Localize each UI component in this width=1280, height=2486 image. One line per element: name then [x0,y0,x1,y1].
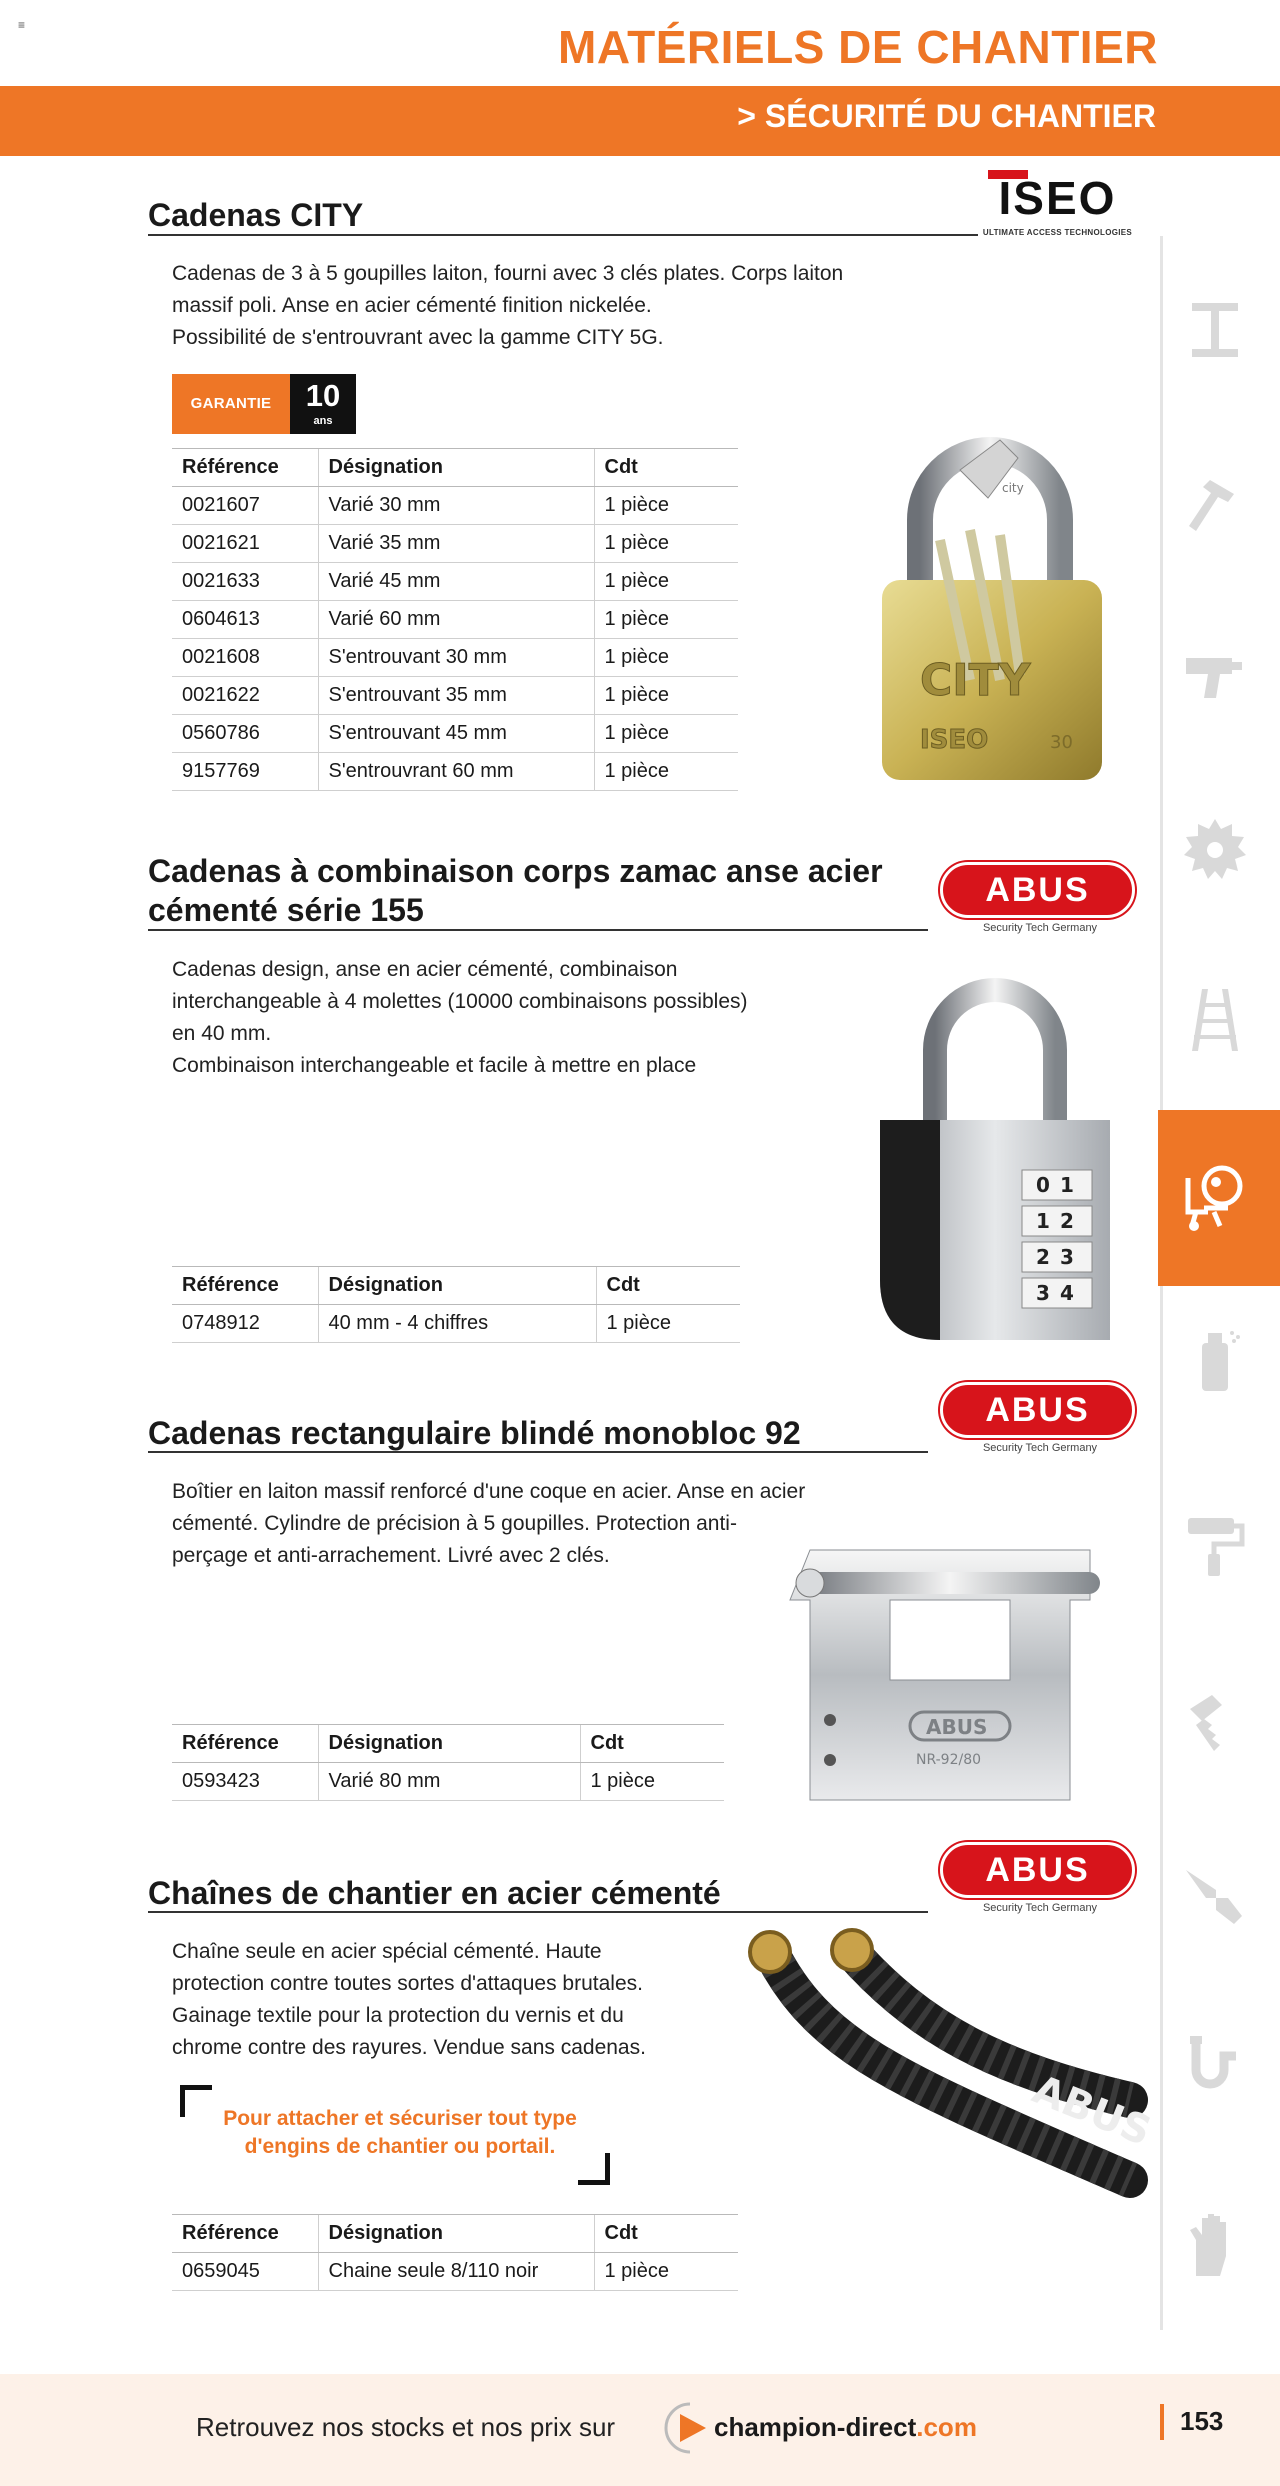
product-description: Chaîne seule en acier spécial cémenté. Haute protection contre toutes sortes d'attaques brutales. Gainage textile pour la protection du vernis et du chrome contre des rayures. Vendue sans cadenas. [172,1940,646,2059]
dial-digit: 2 [1036,1245,1050,1269]
callout-bracket [578,2153,610,2185]
spray-can-icon[interactable] [1180,1325,1250,1395]
glove-icon[interactable] [1180,2210,1250,2280]
table-row: 0021607 Varié 30 mm 1 pièce [172,487,738,525]
table-header: Référence Désignation Cdt [172,1267,740,1305]
guarantee-duration: 10 ans [290,374,356,434]
pipe-icon[interactable] [1180,2030,1250,2100]
paint-roller-icon[interactable] [1180,1510,1250,1580]
section-rule [148,929,928,931]
table-row: 9157769 S'entrouvrant 60 mm 1 pièce [172,753,738,791]
city-brand-text: ISEO [920,725,989,755]
abus-logo [940,1382,1140,1462]
play-arrow-icon [662,2400,718,2456]
chain-text: ABUS [1026,2066,1158,2156]
combination-padlock-image [860,970,1130,1350]
abus-logo [940,862,1140,942]
page-title: MATÉRIELS DE CHANTIER [558,21,1158,73]
section-rule [148,234,978,236]
iseo-logo-text: ISEO [998,172,1117,224]
abus-body-text: ABUS [926,1715,988,1739]
screw-icon[interactable] [1180,1685,1250,1755]
dial-digit: 1 [1036,1209,1050,1233]
funnel-icon[interactable] [1180,1860,1250,1930]
callout-text: Pour attacher et sécuriser tout type d'engins de chantier ou portail. [223,2107,577,2158]
page-mark: ≡ [18,18,26,32]
table-row: 0659045 Chaine seule 8/110 noir 1 pièce [172,2253,738,2291]
guarantee-badge [172,374,356,434]
dial-digit: 4 [1060,1281,1074,1305]
section-title-cadenas-city: Cadenas CITY [148,197,364,233]
product-description: Cadenas design, anse en acier cémenté, combinaison interchangeable à 4 molettes (10000 combinaisons possibles) en 40 mm. Combinaison interchangeable et facile à mettre en place [172,958,748,1077]
section-band [0,86,1280,156]
champion-direct-link[interactable]: champion-direct.com [662,2400,992,2456]
table-row: 0604613 Varié 60 mm 1 pièce [172,601,738,639]
city-padlock-image [870,430,1120,790]
dial-digit: 3 [1060,1245,1074,1269]
sidebar-active-category[interactable] [1158,1110,1280,1286]
footer-separator [1160,2404,1164,2440]
city-size-text: 30 [1050,732,1073,753]
usage-callout [180,2085,610,2185]
footer [0,2374,1280,2486]
section-rule [148,1451,928,1453]
footer-text: Retrouvez nos stocks et nos prix sur [196,2412,616,2442]
abus-logo [940,1842,1140,1922]
section-rule [148,1911,928,1913]
table-row: 0593423 Varié 80 mm 1 pièce [172,1763,724,1801]
product-description: Boîtier en laiton massif renforcé d'une coque en acier. Anse en acier cémenté. Cylindre de précision à 5 goupilles. Protection anti- perçage et anti-arrachement. Livré avec 2 clés. [172,1480,806,1567]
reference-table [172,1724,724,1801]
section-title-combination-padlock: Cadenas à combinaison corps zamac anse acier cémenté série 155 [148,853,883,928]
drill-icon[interactable] [1180,640,1250,710]
chain-image [740,1930,1158,2280]
section-title-chains: Chaînes de chantier en acier cémenté [148,1875,721,1911]
product-description: Cadenas de 3 à 5 goupilles laiton, fourni avec 3 clés plates. Corps laiton massif poli. Anse en acier cémenté finition nickelée. Possibilité de s'entrouvrant avec la gamme CITY 5G. [172,262,844,349]
callout-bracket [180,2085,212,2117]
abus-logo-text: ABUS [940,1842,1135,1898]
reference-table [172,448,738,791]
section-subtitle: > SÉCURITÉ DU CHANTIER [737,98,1156,134]
table-row: 0560786 S'entrouvant 45 mm 1 pièce [172,715,738,753]
ladder-icon[interactable] [1180,985,1250,1055]
reference-table [172,2214,738,2291]
table-row: 0021608 S'entrouvant 30 mm 1 pièce [172,639,738,677]
table-row: 0021621 Varié 35 mm 1 pièce [172,525,738,563]
table-header: Référence Désignation Cdt [172,2215,738,2253]
abus-logo-text: ABUS [940,1382,1135,1438]
table-header: Référence Désignation Cdt [172,1725,724,1763]
table-row: 0021622 S'entrouvant 35 mm 1 pièce [172,677,738,715]
abus-model-text: NR-92/80 [916,1752,982,1768]
iseo-logo [980,170,1135,246]
dial-digit: 1 [1060,1173,1074,1197]
dial-digit: 0 [1036,1173,1050,1197]
section-title-rectangular-padlock: Cadenas rectangulaire blindé monobloc 92 [148,1415,801,1451]
hammer-icon[interactable] [1180,470,1250,540]
table-row: 0748912 40 mm - 4 chiffres 1 pièce [172,1305,740,1343]
reference-table [172,1266,740,1343]
saw-blade-icon[interactable] [1180,815,1250,885]
concrete-mixer-icon [1180,1160,1254,1234]
table-row: 0021633 Varié 45 mm 1 pièce [172,563,738,601]
guarantee-label: GARANTIE [172,374,290,434]
city-body-text: CITY [920,655,1031,706]
rectangular-padlock-image [780,1530,1120,1810]
abus-tagline: Security Tech Germany [982,922,1098,934]
beam-icon[interactable] [1180,295,1250,365]
dial-digit: 3 [1036,1281,1050,1305]
abus-logo-text: ABUS [940,862,1135,918]
page-number: 153 [1180,2406,1224,2436]
abus-tagline: Security Tech Germany [982,1902,1098,1914]
iseo-tagline: ULTIMATE ACCESS TECHNOLOGIES [982,228,1133,237]
abus-tagline: Security Tech Germany [982,1442,1098,1454]
table-header: Référence Désignation Cdt [172,449,738,487]
city-key-text: city [1002,481,1024,495]
dial-digit: 2 [1060,1209,1074,1233]
